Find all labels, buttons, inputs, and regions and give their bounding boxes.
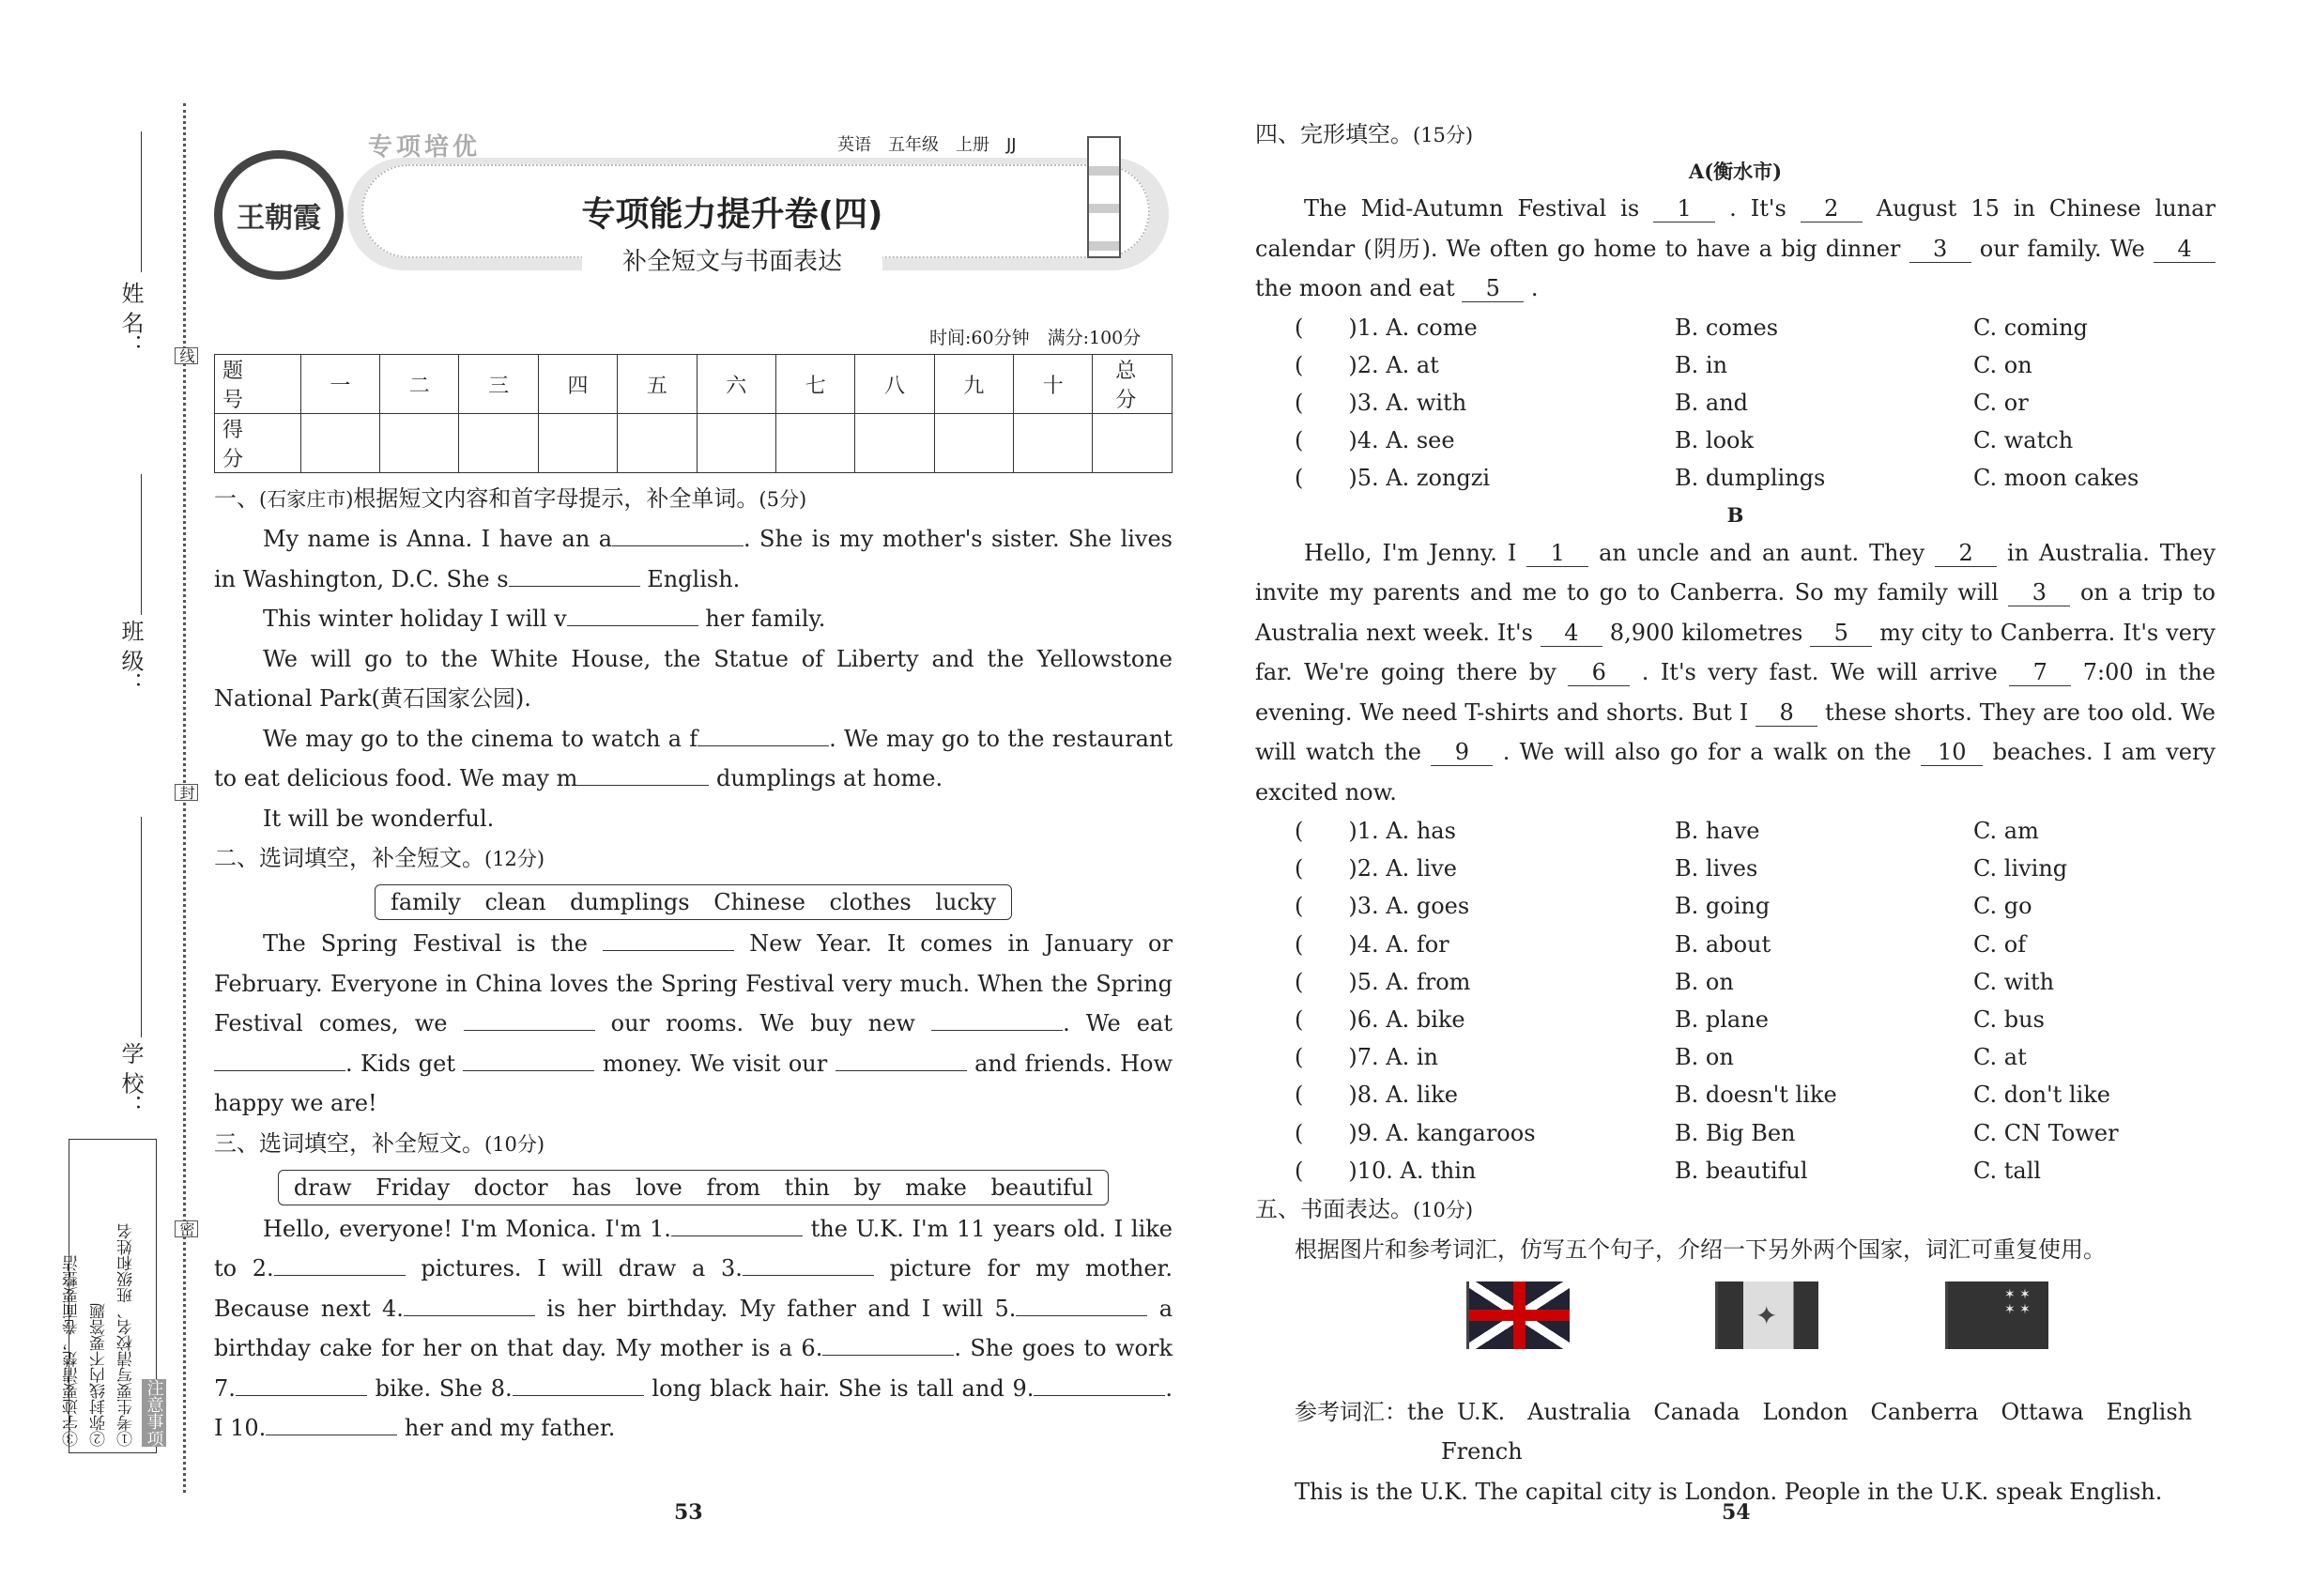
t: her and my father. <box>404 1415 616 1441</box>
question-row <box>1255 887 2216 925</box>
cell: 七 <box>775 355 854 414</box>
h: 一、 <box>214 485 259 512</box>
numbered-blank[interactable]: 4 <box>1541 620 1602 647</box>
question-row <box>1255 1114 2216 1152</box>
seal-char: 线 <box>175 347 198 364</box>
blank[interactable] <box>513 1395 644 1396</box>
t: dumplings at home. <box>709 765 943 791</box>
paragraph: It will be wonderful. <box>263 805 495 832</box>
question-row <box>1255 346 2216 384</box>
score-cell[interactable] <box>1093 414 1173 473</box>
option[interactable]: ( )7. A. in <box>1295 1044 1438 1071</box>
logo-text: 王朝霞 <box>237 202 321 235</box>
t: We may go to the cinema to watch a f <box>263 725 698 752</box>
t: . Kids get <box>345 1050 455 1077</box>
instruction: 根据图片和参考词汇，仿写五个句子，介绍一下另外两个国家，词汇可重复使用。 <box>1295 1236 2106 1264</box>
option[interactable]: ( )2. A. live <box>1295 855 1457 882</box>
paragraph <box>214 719 1173 799</box>
option[interactable]: B. on <box>1675 968 1734 995</box>
option[interactable]: B. look <box>1675 427 1755 454</box>
h: 四、完形填空。 <box>1255 121 1413 147</box>
question-row <box>1255 459 2216 497</box>
cell: 总 分 <box>1093 355 1173 414</box>
cell: 一 <box>300 355 379 414</box>
cell: 得 分 <box>215 414 301 473</box>
h: 三、选词填空，补全短文。 <box>214 1129 484 1157</box>
blank[interactable] <box>743 1275 874 1276</box>
t: bike. She 8. <box>375 1374 513 1402</box>
text: in Australia. They invite my parents and me to go to Canberra. So my family will <box>1255 539 2216 606</box>
question-row <box>1255 1076 2216 1113</box>
notes-box <box>62 1139 164 1453</box>
option[interactable]: C. or <box>1973 389 2029 416</box>
points: (12分) <box>484 848 545 870</box>
t: picture for my mother. Because next 4. <box>214 1255 1173 1322</box>
question-row <box>1255 384 2216 422</box>
option[interactable]: ( )1. A. come <box>1295 314 1478 341</box>
option[interactable]: B. doesn't like <box>1675 1082 1837 1109</box>
blank[interactable] <box>671 1235 803 1236</box>
numbered-blank[interactable]: 2 <box>1935 540 1997 567</box>
class-label: 班 级： <box>117 620 144 695</box>
text: Hello, I'm Jenny. I <box>1304 539 1517 566</box>
name-label: 姓 名： <box>117 282 144 357</box>
cell: 三 <box>459 355 538 414</box>
text: August 15 in Chinese lunar calendar (阴历). We often go home to have a big dinner <box>1255 195 2216 262</box>
page-number-right: 54 <box>1722 1500 1751 1525</box>
option[interactable]: C. with <box>1973 968 2055 995</box>
option[interactable]: ( )8. A. like <box>1295 1082 1458 1109</box>
option[interactable]: B. on <box>1675 1044 1734 1071</box>
blank[interactable] <box>274 1275 406 1276</box>
numbered-blank[interactable]: 2 <box>1801 195 1863 223</box>
blank[interactable] <box>603 950 734 951</box>
t: This winter holiday I will v <box>263 606 567 632</box>
points: (15分) <box>1413 124 1474 146</box>
note: ③字迹要清楚，卷面要整洁 <box>62 1255 82 1447</box>
section-1-heading <box>214 479 1173 519</box>
numbered-blank[interactable]: 4 <box>2154 236 2216 263</box>
section-2-heading <box>214 838 1173 879</box>
blank[interactable] <box>567 625 698 626</box>
australia-flag-icon: ✶ ✶ ✶ ✶ <box>1945 1281 2048 1349</box>
text: . It's <box>1729 195 1786 222</box>
score-cell[interactable] <box>775 414 854 473</box>
series-label: 专项培优 <box>368 133 482 161</box>
school-label: 学 校： <box>117 1042 144 1117</box>
option[interactable]: B. have <box>1675 818 1760 845</box>
option[interactable]: C. at <box>1973 1044 2027 1071</box>
note: ②弥封线内不要答题 <box>89 1303 109 1447</box>
left-column <box>214 479 1173 1449</box>
page-title: 专项能力提升卷(四) <box>581 195 883 234</box>
points: (10分) <box>484 1132 545 1156</box>
vocab-cont: French <box>1441 1438 1523 1466</box>
passage-b <box>1255 533 2216 813</box>
points: (5分) <box>759 488 807 511</box>
score-cell[interactable] <box>697 414 775 473</box>
blank[interactable] <box>236 1395 367 1396</box>
numbered-blank[interactable]: 5 <box>1462 275 1524 302</box>
region: (石家庄市) <box>259 488 354 511</box>
option[interactable]: C. moon cakes <box>1973 465 2139 492</box>
t: her family. <box>698 606 826 632</box>
paragraph <box>214 519 1173 599</box>
option[interactable]: C. don't like <box>1973 1082 2111 1109</box>
option[interactable]: B. beautiful <box>1675 1157 1808 1184</box>
lighthouse-icon <box>1087 136 1121 258</box>
points: (10分) <box>1413 1199 1474 1222</box>
table-row <box>215 355 1173 414</box>
cell: 九 <box>934 355 1013 414</box>
section-3-heading <box>214 1124 1173 1164</box>
section-5-heading <box>1255 1189 2216 1230</box>
option[interactable]: B. lives <box>1675 855 1758 882</box>
score-table <box>214 354 1173 473</box>
question-row <box>1255 422 2216 459</box>
option[interactable]: C. living <box>1973 855 2068 882</box>
blank[interactable] <box>836 1070 967 1071</box>
score-cell[interactable] <box>300 414 379 473</box>
passage-b-title: B <box>1726 502 1744 527</box>
cell: 六 <box>697 355 775 414</box>
text: an uncle and an aunt. They <box>1599 539 1925 566</box>
numbered-blank[interactable]: 9 <box>1431 739 1493 766</box>
paragraph <box>214 599 1173 639</box>
flags-row <box>1255 1270 2216 1392</box>
option[interactable]: ( )4. A. for <box>1295 930 1449 958</box>
t: pictures. I will draw a 3. <box>421 1255 743 1281</box>
option[interactable]: ( )2. A. at <box>1295 351 1439 378</box>
numbered-blank[interactable]: 1 <box>1653 195 1715 223</box>
exam-time: 时间:60分钟 满分:100分 <box>929 328 1142 348</box>
blank[interactable] <box>577 785 709 786</box>
cell: 四 <box>538 355 617 414</box>
option[interactable]: ( )6. A. bike <box>1295 1006 1465 1034</box>
cell: 八 <box>855 355 934 414</box>
option[interactable]: ( )9. A. kangaroos <box>1295 1119 1536 1146</box>
blank[interactable] <box>1016 1315 1147 1316</box>
cell: 十 <box>1014 355 1093 414</box>
numbered-blank[interactable]: 7 <box>2009 659 2071 686</box>
word-bank: draw Friday doctor has love from thin by make beautiful <box>278 1170 1109 1205</box>
option[interactable]: C. watch <box>1973 427 2074 454</box>
numbered-blank[interactable]: 1 <box>1526 540 1588 567</box>
blank[interactable] <box>698 745 829 746</box>
numbered-blank[interactable]: 5 <box>1810 620 1872 647</box>
text: on a trip to Australia next week. It's <box>1255 579 2216 646</box>
page-subtitle: 补全短文与书面表达 <box>582 242 882 277</box>
class-field[interactable] <box>141 474 142 615</box>
example-sentence: This is the U.K. The capital city is London. People in the U.K. speak English. <box>1295 1478 2163 1505</box>
option[interactable]: ( )5. A. from <box>1295 968 1471 995</box>
score-cell[interactable] <box>380 414 459 473</box>
book-meta: 英语 五年级 上册 JJ <box>837 135 1017 155</box>
t: . We eat <box>1063 1010 1173 1036</box>
notes-title: 注意事项 <box>142 1379 166 1447</box>
text: The Mid-Autumn Festival is <box>1304 195 1640 222</box>
t: and friends. How happy we are! <box>214 1050 1173 1116</box>
option[interactable]: B. in <box>1675 351 1728 378</box>
blank[interactable] <box>822 1355 954 1356</box>
h: 五、书面表达。 <box>1255 1196 1413 1223</box>
score-cell[interactable] <box>1014 414 1093 473</box>
t: is her birthday. My father and I will 5. <box>546 1295 1017 1322</box>
numbered-blank[interactable]: 6 <box>1568 659 1630 686</box>
t: a birthday cake for her on that day. My mother is a 6. <box>214 1295 1173 1361</box>
question-row <box>1255 1152 2216 1189</box>
option[interactable]: B. about <box>1675 930 1771 958</box>
paragraph <box>214 924 1173 1124</box>
vocab <box>1255 1392 2216 1433</box>
option[interactable]: C. CN Tower <box>1973 1119 2119 1146</box>
blank[interactable] <box>612 545 744 546</box>
options-a <box>1255 309 2216 498</box>
text: 8,900 kilometres <box>1609 619 1803 646</box>
question-row <box>1255 812 2216 850</box>
option[interactable]: C. tall <box>1973 1157 2042 1184</box>
option[interactable]: ( )3. A. with <box>1295 389 1467 416</box>
blank[interactable] <box>931 1030 1063 1031</box>
option[interactable]: C. of <box>1973 930 2027 958</box>
question-row <box>1255 1038 2216 1076</box>
vocab-label: 参考词汇： <box>1295 1398 1407 1425</box>
score-cell[interactable] <box>855 414 934 473</box>
option[interactable]: ( )10. A. thin <box>1295 1157 1477 1184</box>
t: English. <box>639 565 741 592</box>
question-row <box>1255 963 2216 1001</box>
h: 二、选词填空，补全短文。 <box>214 845 484 871</box>
text: beaches. I am very excited now. <box>1255 739 2216 806</box>
option[interactable]: C. go <box>1973 893 2032 920</box>
t: . She is my mother's sister. She lives in Washington, D.C. She s <box>214 526 1173 592</box>
t: . I 10. <box>214 1374 1173 1441</box>
option[interactable]: B. and <box>1675 389 1749 416</box>
t: New Year. It comes in January or February. Everyone in China loves the Spring Festival very much. When the Spring Festival comes, we <box>214 930 1173 1036</box>
numbered-blank[interactable]: 10 <box>1921 739 1983 766</box>
text: the moon and eat <box>1255 275 1455 301</box>
cell: 题 号 <box>215 355 301 414</box>
t: our rooms. We buy new <box>610 1010 915 1036</box>
numbered-blank[interactable]: 3 <box>2008 579 2070 606</box>
option[interactable]: ( )3. A. goes <box>1295 893 1470 920</box>
t: money. We visit our <box>602 1050 828 1077</box>
blank[interactable] <box>1034 1395 1165 1396</box>
t: the U.K. I'm 11 years old. I like to 2. <box>214 1215 1173 1281</box>
text: these shorts. They are too old. We will watch the <box>1255 698 2216 766</box>
option[interactable]: B. Big Ben <box>1675 1119 1796 1146</box>
t: . She goes to work 7. <box>214 1335 1173 1402</box>
numbered-blank[interactable]: 8 <box>1756 699 1817 727</box>
score-cell[interactable] <box>538 414 617 473</box>
blank[interactable] <box>463 1070 594 1071</box>
name-field[interactable] <box>141 131 142 272</box>
passage-a <box>1255 189 2216 309</box>
question-row <box>1255 926 2216 963</box>
options-b <box>1255 812 2216 1189</box>
text: my city to Canberra. It's very far. We're going there by <box>1255 619 2216 686</box>
passage-a-title: A(衡水市) <box>1688 160 1783 183</box>
question-row <box>1255 1001 2216 1038</box>
numbered-blank[interactable]: 3 <box>1909 236 1971 263</box>
t: . We may go to the restaurant to eat delicious food. We may m <box>214 725 1173 791</box>
text: . It's very fast. We will arrive <box>1641 659 1998 686</box>
option[interactable]: C. coming <box>1973 314 2088 341</box>
question-row <box>1255 850 2216 887</box>
canada-flag-icon: ✦ <box>1715 1281 1818 1349</box>
option[interactable]: C. on <box>1973 351 2032 378</box>
seal-char: 封 <box>175 784 198 801</box>
blank[interactable] <box>404 1315 535 1316</box>
h: 根据短文内容和首字母提示，补全单词。 <box>353 485 759 512</box>
score-cell[interactable] <box>934 414 1013 473</box>
t: Hello, everyone! I'm Monica. I'm 1. <box>263 1215 671 1242</box>
text: . We will also go for a walk on the <box>1502 739 1911 766</box>
cell: 二 <box>380 355 459 414</box>
option[interactable]: C. am <box>1973 818 2039 845</box>
blank[interactable] <box>509 586 640 587</box>
score-cell[interactable] <box>618 414 697 473</box>
right-column <box>1255 115 2216 1512</box>
option[interactable]: B. plane <box>1675 1006 1769 1034</box>
option[interactable]: C. bus <box>1973 1006 2045 1034</box>
text: . <box>1530 275 1539 301</box>
t: long black hair. She is tall and 9. <box>652 1374 1035 1402</box>
word-bank: family clean dumplings Chinese clothes lucky <box>375 884 1012 920</box>
page-number-left: 53 <box>674 1500 703 1525</box>
text: our family. We <box>1979 235 2145 262</box>
t: My name is Anna. I have an a <box>263 526 613 552</box>
blank[interactable] <box>464 1030 595 1031</box>
option[interactable]: ( )4. A. see <box>1295 427 1455 454</box>
option[interactable]: B. dumplings <box>1675 465 1826 492</box>
option[interactable]: ( )5. A. zongzi <box>1295 465 1491 492</box>
score-cell[interactable] <box>459 414 538 473</box>
table-row <box>215 414 1173 473</box>
logo <box>214 150 344 280</box>
question-row <box>1255 309 2216 346</box>
school-field[interactable] <box>141 817 142 1037</box>
seal-char: 密 <box>175 1220 198 1237</box>
paragraph: We will go to the White House, the Statue of Liberty and the Yellowstone National Park(黄石国家公园). <box>214 645 1173 712</box>
option[interactable]: B. comes <box>1675 314 1779 341</box>
option[interactable]: B. going <box>1675 893 1771 920</box>
uk-flag-icon <box>1466 1281 1570 1349</box>
option[interactable]: ( )1. A. has <box>1295 818 1456 845</box>
note: ①考生要写清校名、班级和姓名 <box>116 1223 136 1447</box>
paragraph <box>214 1209 1173 1449</box>
section-4-heading <box>1255 115 2216 155</box>
blank[interactable] <box>214 1070 345 1071</box>
t: The Spring Festival is the <box>263 930 588 957</box>
cell: 五 <box>618 355 697 414</box>
vocab-list: the U.K. Australia Canada London Canberra Ottawa English <box>1407 1398 2193 1425</box>
text: 7:00 in the evening. We need T-shirts and shorts. But I <box>1255 659 2216 726</box>
